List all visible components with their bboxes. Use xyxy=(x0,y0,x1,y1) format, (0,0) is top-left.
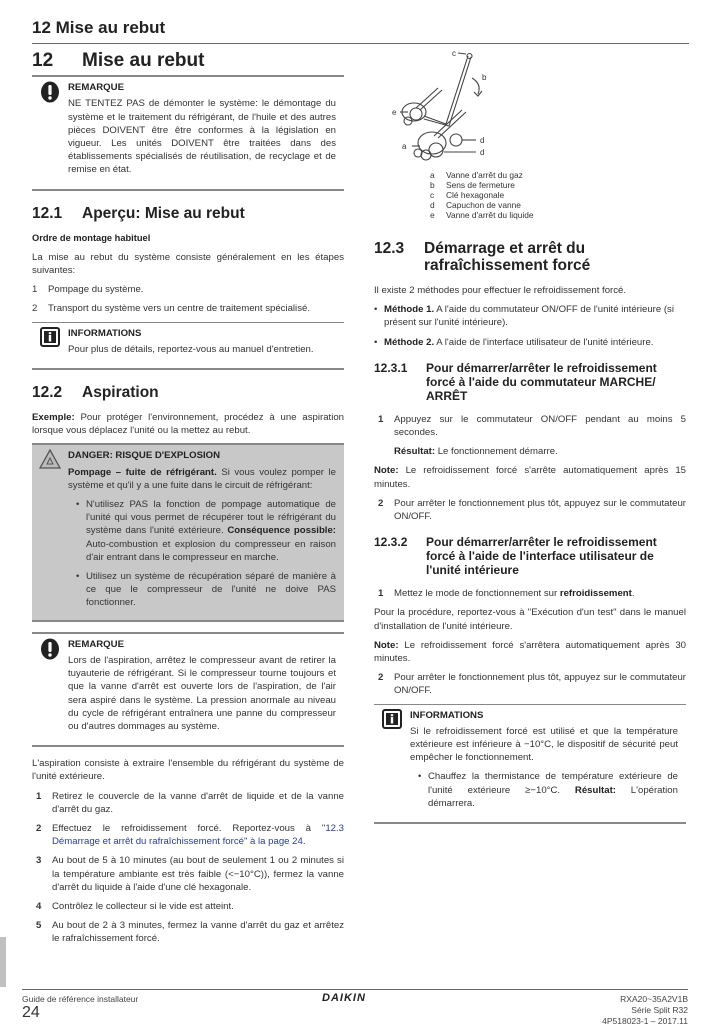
step-number: 1 xyxy=(378,413,384,425)
step-text: Pour arrêter le fonctionnement plus tôt, appuyez sur le commutateur ON/OFF. xyxy=(394,672,686,697)
chapter-title: Mise au rebut xyxy=(82,50,205,71)
section-number: 12.1 xyxy=(32,204,63,222)
callout-c: c xyxy=(452,49,456,58)
legend-key: e xyxy=(430,210,435,220)
legend-key: a xyxy=(430,170,435,180)
info-box xyxy=(32,322,344,370)
info-text: Si le refroidissement forcé est utilisé et que la température extérieure est inférieure à −10°C, le dispositif de sécurité peut empêcher le fonctionnement. xyxy=(410,725,678,764)
note-text: Le refroidissement forcé s'arrêtera automatiquement après 30 minutes. xyxy=(374,639,686,665)
list-item: • Utilisez un système de récupération séparé de manière à ce que le compresseur de l'unité ne doive PAS fonctionner. xyxy=(76,571,336,609)
method-label: Méthode 1. xyxy=(384,304,435,316)
note-line xyxy=(374,464,686,490)
remarque-title: REMARQUE xyxy=(68,82,124,94)
result-text: Le fonctionnement démarre. xyxy=(435,446,558,458)
step-text: Contrôlez le collecteur si le vide est atteint. xyxy=(52,900,234,912)
bullet-tail: Auto-combustion et explosion du compresseur en raison d'air entrant dans le compresseur en marche. xyxy=(86,538,336,563)
callout-d: d xyxy=(480,136,485,145)
intro-paragraph: La mise au rebut du système consiste généralement en les étapes suivantes: xyxy=(32,251,344,277)
legend-value: Vanne d'arrêt du gaz xyxy=(446,170,523,180)
example-label: Exemple: xyxy=(32,412,75,424)
list-item xyxy=(32,302,344,315)
legend-key: b xyxy=(430,180,435,190)
section-title: Aperçu: Mise au rebut xyxy=(82,204,245,222)
legend-key: c xyxy=(430,190,435,200)
page-footer xyxy=(22,989,688,1026)
step-number: 2 xyxy=(378,497,384,509)
danger-box xyxy=(32,443,344,621)
info-text: Pour plus de détails, reportez-vous au manuel d'entretien. xyxy=(68,343,314,355)
methods-list xyxy=(374,303,686,349)
list-item xyxy=(378,671,686,697)
callout-d: d xyxy=(480,148,485,157)
step-number: 3 xyxy=(36,855,42,867)
bullet-tail: L'opération démarrera. xyxy=(428,784,678,809)
legend-value: Capuchon de vanne xyxy=(446,200,521,210)
legend-item xyxy=(430,180,686,190)
list-item xyxy=(378,497,686,523)
section-heading-12-2 xyxy=(32,384,344,401)
footer-doc-title: Guide de référence installateur xyxy=(22,994,139,1004)
list-item xyxy=(36,854,344,894)
list-item: • N'utilisez PAS la fonction de pompage automatique de l'unité qui vous permet de récupérer tout le réfrigérant du système dans l'unité extérieure. Conséquence possible: Auto-combustion et explosion du compresseur en raison d'air entrant dans le compresseur en marche. xyxy=(76,499,337,563)
bullet-text: N'utilisez PAS la fonction de pompage automatique de l'unité qui vous permet de récupérer tout le réfrigérant du système dans l'unité extérieure. xyxy=(86,499,336,537)
section-heading-12-1 xyxy=(32,205,344,222)
legend-value: Sens de fermeture xyxy=(446,180,515,190)
footer-right xyxy=(602,994,688,1027)
legend-item xyxy=(430,190,686,200)
step-number: 1 xyxy=(378,588,384,600)
step-number: 2 xyxy=(378,672,384,684)
valve-diagram-illustration xyxy=(374,48,534,170)
legend-item xyxy=(430,210,686,220)
info-bullets xyxy=(418,770,678,810)
danger-lead-bold: Pompage – fuite de réfrigérant. xyxy=(68,466,217,478)
callout-e: e xyxy=(392,108,397,117)
section-title xyxy=(424,240,590,274)
step-number: 1 xyxy=(36,790,42,802)
procedure-paragraph: Pour la procédure, reportez-vous à "Exécution d'un test" dans le manuel d'installation de l'unité intérieure. xyxy=(374,607,686,632)
footer-series: Série Split R32 xyxy=(631,1005,688,1015)
right-column xyxy=(374,48,686,834)
step-tail: . xyxy=(302,836,306,848)
result-line xyxy=(394,445,686,458)
danger-title: DANGER: RISQUE D'EXPLOSION xyxy=(68,450,221,462)
section-title-line2: rafraîchissement forcé xyxy=(424,257,591,274)
section-heading-12-3-2 xyxy=(374,535,686,577)
intro-paragraph: Il existe 2 méthodes pour effectuer le refroidissement forcé. xyxy=(374,285,627,296)
aspiration-paragraph: L'aspiration consiste à extraire l'ensemble du réfrigérant du système de l'unité extérieure. xyxy=(32,758,344,783)
list-item xyxy=(36,900,344,913)
ui-steps-cont xyxy=(378,671,686,697)
bullet-text: Chauffez la thermistance de température extérieure de l'unité extérieure ≥−10°C. xyxy=(428,771,678,796)
subheading: Ordre de montage habituel xyxy=(32,232,151,243)
section-number: 12.3 xyxy=(374,240,405,257)
step-number: 2 xyxy=(32,303,38,315)
cross-reference-link[interactable]: "12.3 Démarrage et arrêt du rafraîchissement forcé" à la page 24 xyxy=(52,822,344,848)
step-text: Transport du système vers un centre de traitement spécialisé. xyxy=(48,303,310,315)
callout-b: b xyxy=(482,73,487,82)
list-item: • Méthode 2. A l'aide de l'interface utilisateur de l'unité intérieure. xyxy=(374,336,654,348)
example-text: Pour protéger l'environnement, procédez à une aspiration lorsque vous déplacez l'unité ou la mettez au rebut. xyxy=(32,412,344,437)
onoff-steps xyxy=(378,413,686,439)
section-title-line1: Démarrage et arrêt du xyxy=(424,240,586,257)
section-number: 12.3.1 xyxy=(374,360,408,375)
info-icon xyxy=(374,709,410,816)
aspiration-steps xyxy=(36,790,344,946)
section-heading-12-3 xyxy=(374,240,686,274)
exclamation-icon xyxy=(32,638,68,739)
bullet-text: Utilisez un système de récupération séparé de manière à ce que le compresseur de l'unité ne doive PAS fonctionner. xyxy=(86,571,336,609)
note-label: Note: xyxy=(374,639,399,651)
info-title: INFORMATIONS xyxy=(410,709,484,721)
list-item xyxy=(378,413,686,439)
section-heading-12-3-1 xyxy=(374,361,686,403)
note-label: Note: xyxy=(374,465,399,477)
legend-key: d xyxy=(430,200,435,210)
step-text: Retirez le couvercle de la vanne d'arrêt de liquide et de la vanne d'arrêt du gaz. xyxy=(52,790,344,815)
note-text: Le refroidissement forcé s'arrête automatiquement après 15 minutes. xyxy=(374,465,686,490)
chapter-number: 12 xyxy=(32,50,54,71)
warning-triangle-icon xyxy=(32,449,68,615)
list-item xyxy=(36,919,344,945)
danger-lead xyxy=(68,466,336,492)
running-header-title: 12 Mise au rebut xyxy=(32,18,166,37)
legend-value: Vanne d'arrêt du liquide xyxy=(446,210,534,220)
list-item xyxy=(36,790,344,816)
step-text: Pompage du système. xyxy=(48,284,144,296)
step-text: Mettez le mode de fonctionnement sur xyxy=(394,588,560,600)
chapter-tab-marker xyxy=(0,937,6,987)
footer-model: RXA20~35A2V1B xyxy=(620,994,688,1004)
bullet-bold: Résultat: xyxy=(574,784,616,796)
info-icon xyxy=(32,327,68,362)
info-title: INFORMATIONS xyxy=(68,327,142,339)
exclamation-icon xyxy=(32,81,68,182)
step-number: 5 xyxy=(36,920,42,932)
method-label: Méthode 2. xyxy=(384,336,435,348)
list-item xyxy=(32,283,344,296)
step-tail: . xyxy=(631,588,635,600)
disposal-steps xyxy=(32,283,344,315)
step-text: Effectuez le refroidissement forcé. Reportez-vous à xyxy=(52,822,322,834)
step-number: 1 xyxy=(32,284,38,296)
section-title: Aspiration xyxy=(82,384,159,402)
list-item xyxy=(36,822,344,848)
footer-doc-code: 4P518023-1 – 2017.11 xyxy=(602,1016,688,1026)
left-column xyxy=(32,52,344,952)
note-line xyxy=(374,639,686,665)
step-bold: refroidissement xyxy=(559,588,632,600)
remarque-title: REMARQUE xyxy=(68,638,124,650)
danger-lead-text: Si vous voulez pomper le système et qu'il y a une fuite dans le circuit de réfrigérant: xyxy=(68,466,336,491)
remarque-text: NE TENTEZ PAS de démonter le système: le démontage du système et le traitement du réfrigérant, de l'huile et des autres pièces DOIVENT être être conformes à la législation en vigueur. Les unités DOIVENT être traitées dans des établissements spécialisés de réutilisation, de recyclage et de remise en état. xyxy=(68,98,336,176)
ui-steps xyxy=(378,587,686,600)
running-header xyxy=(32,18,689,44)
step-number: 4 xyxy=(36,900,42,912)
section-number: 12.2 xyxy=(32,384,63,402)
daikin-logo: DAIKIN xyxy=(322,992,366,1004)
valve-figure xyxy=(374,48,686,170)
step-number: 2 xyxy=(36,822,42,834)
method-text: A l'aide du commutateur ON/OFF de l'unité intérieure (si présent sur l'unité intérieure). xyxy=(384,304,674,329)
step-text: Au bout de 5 à 10 minutes (au bout de seulement 1 ou 2 minutes si la température ambiante est très faible (<−10°C)), fermez la vanne d'arrêt du liquide à l'aide d'une clé hexagonale. xyxy=(52,855,344,893)
section-title: Pour démarrer/arrêter le refroidissement forcé à l'aide du commutateur MARCHE/ ARRÊT xyxy=(426,360,657,403)
section-title: Pour démarrer/arrêter le refroidissement forcé à l'aide de l'interface utilisateur de l'unité intérieure xyxy=(426,535,657,578)
remarque-text: Lors de l'aspiration, arrêtez le compresseur avant de retirer la tuyauterie de réfrigérant. Si le compresseur tourne toujours et que la vanne d'arrêt est ouverte lors de l'aspiration, de l'air sera aspiré dans le système. La pression anormale au niveau du cycle de réfrigérant entraînera une panne du compresseur ou d'autres dommages au système. xyxy=(68,654,336,732)
section-number: 12.3.2 xyxy=(374,535,408,550)
legend-item xyxy=(430,200,686,210)
onoff-steps-cont xyxy=(378,497,686,523)
callout-a: a xyxy=(402,142,407,151)
method-text: A l'aide de l'interface utilisateur de l'unité intérieure. xyxy=(434,336,654,348)
step-text: Pour arrêter le fonctionnement plus tôt, appuyez sur le commutateur ON/OFF. xyxy=(394,497,686,523)
bullet-bold: Conséquence possible: xyxy=(227,525,337,537)
step-text: Appuyez sur le commutateur ON/OFF pendant au moins 5 secondes. xyxy=(394,413,686,439)
remarque-box-2 xyxy=(32,632,344,747)
figure-legend xyxy=(430,170,686,220)
step-text: Au bout de 2 à 3 minutes, fermez la vanne d'arrêt du gaz et arrêtez le rafraîchissement forcé. xyxy=(52,920,344,945)
result-label: Résultat: xyxy=(394,446,436,458)
list-item: • Méthode 1. A l'aide du commutateur ON/OFF de l'unité intérieure (si présent sur l'unité intérieure). xyxy=(374,304,674,329)
remarque-box xyxy=(32,75,344,190)
legend-item xyxy=(430,170,686,180)
chapter-heading xyxy=(32,50,344,71)
page-number: 24 xyxy=(22,1004,40,1021)
list-item: • Chauffez la thermistance de température extérieure de l'unité extérieure ≥−10°C. Résultat: L'opération démarrera. xyxy=(418,771,678,809)
list-item xyxy=(378,587,686,600)
example-paragraph xyxy=(32,411,344,437)
danger-bullets xyxy=(76,498,336,610)
legend-value: Clé hexagonale xyxy=(446,190,505,200)
info-box xyxy=(374,704,686,824)
